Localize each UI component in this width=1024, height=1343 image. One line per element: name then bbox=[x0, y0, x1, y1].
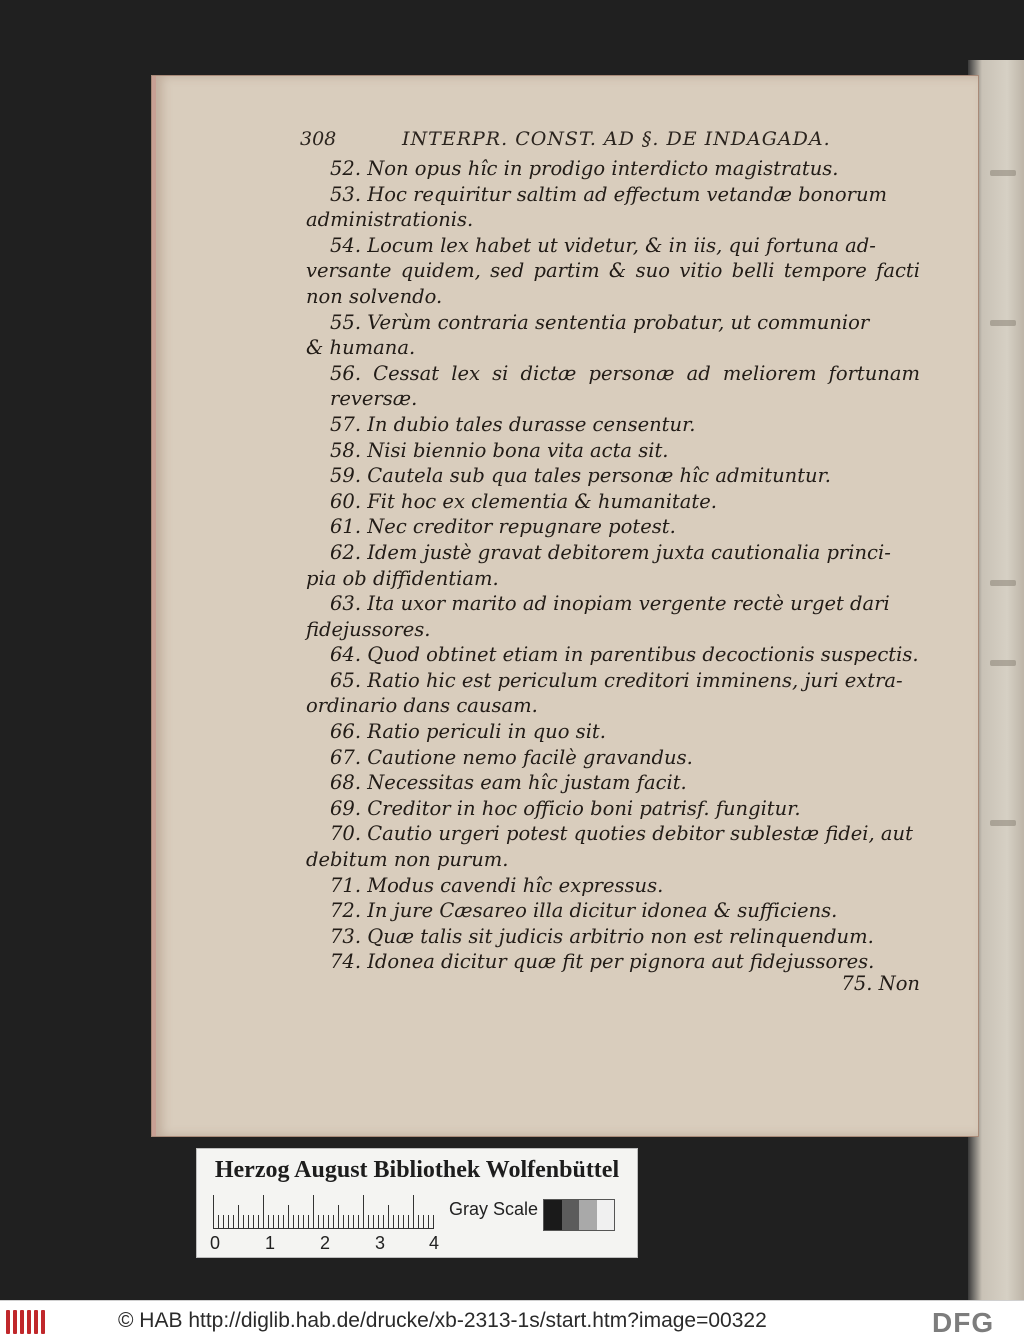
numbered-paragraph bbox=[306, 182, 920, 233]
ruler-tick bbox=[263, 1195, 264, 1229]
gray-swatch bbox=[579, 1200, 597, 1230]
numbered-paragraph bbox=[306, 642, 920, 668]
ruler-tick bbox=[238, 1205, 239, 1229]
adjacent-page-mark bbox=[990, 170, 1016, 176]
numbered-paragraph bbox=[306, 361, 920, 412]
ruler-number: 0 bbox=[210, 1233, 221, 1253]
running-head bbox=[300, 128, 860, 156]
ruler-tick bbox=[258, 1215, 259, 1229]
numbered-paragraph bbox=[306, 873, 920, 899]
paragraph-continuation: & humana. bbox=[306, 336, 416, 360]
ruler-tick bbox=[338, 1205, 339, 1229]
copyright-url[interactable]: © HAB http://diglib.hab.de/drucke/xb-2313-1s/start.htm?image=00322 bbox=[118, 1309, 767, 1332]
ruler-tick bbox=[388, 1205, 389, 1229]
paragraph-first-line: 56. Cessat lex si dictæ personæ ad meliorem fortunam reversæ. bbox=[330, 361, 920, 411]
ruler-tick bbox=[233, 1215, 234, 1229]
paragraph-first-line: 68. Necessitas eam hîc justam facit. bbox=[330, 771, 687, 795]
ruler-tick bbox=[283, 1215, 284, 1229]
ruler-number: 4 bbox=[429, 1233, 440, 1253]
ruler-tick bbox=[278, 1215, 279, 1229]
ruler-tick bbox=[223, 1215, 224, 1229]
numbered-paragraph bbox=[306, 796, 920, 822]
gray-swatch bbox=[562, 1200, 580, 1230]
ruler-tick bbox=[288, 1205, 289, 1229]
paragraph-first-line: 69. Creditor in hoc officio boni patrisf. fungitur. bbox=[330, 796, 801, 820]
ruler-tick bbox=[393, 1215, 394, 1229]
ruler-tick bbox=[213, 1195, 214, 1229]
ruler-tick bbox=[248, 1215, 249, 1229]
ruler-tick bbox=[343, 1215, 344, 1229]
ruler-number: 1 bbox=[265, 1233, 276, 1253]
numbered-paragraph bbox=[306, 591, 920, 642]
paragraph-first-line: 54. Locum lex habet ut videtur, & in iis, qui fortuna ad- bbox=[330, 233, 876, 257]
measurement-ruler bbox=[213, 1195, 437, 1229]
ruler-number: 3 bbox=[375, 1233, 386, 1253]
ruler-tick bbox=[348, 1215, 349, 1229]
ruler-tick bbox=[383, 1215, 384, 1229]
dfg-logo: DFG bbox=[932, 1307, 995, 1338]
paragraph-continuation: ordinario dans causam. bbox=[306, 694, 538, 718]
ruler-tick bbox=[408, 1215, 409, 1229]
numbered-paragraph bbox=[306, 770, 920, 796]
paragraph-continuation: fidejussores. bbox=[306, 617, 431, 641]
paragraph-first-line: 71. Modus cavendi hîc expressus. bbox=[330, 873, 664, 897]
ruler-tick bbox=[413, 1195, 414, 1229]
running-head-title: INTERPR. CONST. AD §. DE INDAGADA. bbox=[402, 128, 831, 150]
paragraph-continuation: versante quidem, sed partim & suo vitio belli tempore facti non solvendo. bbox=[306, 259, 920, 308]
paragraph-continuation: pia ob diffidentiam. bbox=[306, 566, 499, 590]
ruler-tick bbox=[363, 1195, 364, 1229]
ruler-tick bbox=[273, 1215, 274, 1229]
numbered-paragraph bbox=[306, 924, 920, 950]
text-body bbox=[306, 156, 920, 975]
ruler-tick bbox=[218, 1215, 219, 1229]
ruler-tick bbox=[253, 1215, 254, 1229]
paragraph-first-line: 72. In jure Cæsareo illa dicitur idonea & sufficiens. bbox=[330, 899, 838, 923]
ruler-tick bbox=[268, 1215, 269, 1229]
ruler-tick bbox=[403, 1215, 404, 1229]
paragraph-first-line: 58. Nisi biennio bona vita acta sit. bbox=[330, 438, 669, 462]
gray-swatch bbox=[597, 1200, 615, 1230]
paragraph-first-line: 64. Quod obtinet etiam in parentibus decoctionis suspectis. bbox=[330, 643, 919, 667]
numbered-paragraph bbox=[306, 233, 920, 310]
library-logo-icon bbox=[4, 1308, 48, 1336]
paragraph-first-line: 53. Hoc requiritur saltim ad effectum vetandæ bonorum bbox=[330, 182, 888, 206]
ruler-number: 2 bbox=[320, 1233, 331, 1253]
numbered-paragraph bbox=[306, 514, 920, 540]
paragraph-first-line: 52. Non opus hîc in prodigo interdicto magistratus. bbox=[330, 157, 839, 180]
paragraph-first-line: 67. Cautione nemo facilè gravandus. bbox=[330, 745, 693, 769]
ruler-tick bbox=[373, 1215, 374, 1229]
adjacent-page-mark bbox=[990, 320, 1016, 326]
paragraph-first-line: 59. Cautela sub qua tales personæ hîc admituntur. bbox=[330, 464, 831, 488]
gray-scale-label: Gray Scale bbox=[449, 1199, 539, 1219]
paragraph-first-line: 62. Idem justè gravat debitorem juxta cautionalia princi- bbox=[330, 540, 891, 564]
adjacent-page-mark bbox=[990, 580, 1016, 586]
paragraph-first-line: 57. In dubio tales durasse censentur. bbox=[330, 412, 696, 436]
ruler-tick bbox=[428, 1215, 429, 1229]
paragraph-continuation: administrationis. bbox=[306, 208, 474, 232]
numbered-paragraph bbox=[306, 540, 920, 591]
gray-scale-swatches bbox=[543, 1199, 615, 1231]
paragraph-first-line: 55. Verùm contraria sententia probatur, ut communior bbox=[330, 310, 870, 334]
numbered-paragraph bbox=[306, 745, 920, 771]
ruler-tick bbox=[398, 1215, 399, 1229]
numbered-paragraph bbox=[306, 463, 920, 489]
ruler-tick bbox=[353, 1215, 354, 1229]
ruler-tick bbox=[298, 1215, 299, 1229]
ruler-tick bbox=[243, 1215, 244, 1229]
footer-bar bbox=[0, 1300, 1024, 1343]
ruler-tick bbox=[228, 1215, 229, 1229]
ruler-tick bbox=[313, 1195, 314, 1229]
paragraph-continuation: debitum non purum. bbox=[306, 848, 509, 872]
adjacent-page-mark bbox=[990, 820, 1016, 826]
card-title: Herzog August Bibliothek Wolfenbüttel bbox=[214, 1157, 620, 1183]
ruler-tick bbox=[368, 1215, 369, 1229]
ruler-tick bbox=[433, 1215, 434, 1229]
ruler-tick bbox=[378, 1215, 379, 1229]
ruler-tick bbox=[333, 1215, 334, 1229]
ruler-tick bbox=[418, 1215, 419, 1229]
ruler-tick bbox=[328, 1215, 329, 1229]
numbered-paragraph bbox=[306, 489, 920, 515]
paragraph-first-line: 65. Ratio hic est periculum creditori imminens, juri extra- bbox=[330, 668, 903, 692]
numbered-paragraph bbox=[306, 668, 920, 719]
paragraph-first-line: 70. Cautio urgeri potest quoties debitor sublestæ fidei, aut bbox=[330, 822, 913, 846]
ruler-tick bbox=[423, 1215, 424, 1229]
paragraph-first-line: 66. Ratio periculi in quo sit. bbox=[330, 720, 606, 744]
adjacent-page-mark bbox=[990, 660, 1016, 666]
ruler-tick bbox=[318, 1215, 319, 1229]
ruler-tick bbox=[308, 1215, 309, 1229]
numbered-paragraph bbox=[306, 438, 920, 464]
gray-swatch bbox=[544, 1200, 562, 1230]
numbered-paragraph bbox=[306, 156, 920, 182]
ruler-tick bbox=[358, 1215, 359, 1229]
paragraph-first-line: 73. Quæ talis sit judicis arbitrio non est relinquendum. bbox=[330, 924, 874, 948]
paragraph-first-line: 63. Ita uxor marito ad inopiam vergente rectè urget dari bbox=[330, 592, 890, 616]
numbered-paragraph bbox=[306, 898, 920, 924]
catchword: 75. Non bbox=[841, 972, 920, 995]
library-color-card bbox=[196, 1148, 638, 1258]
ruler-tick bbox=[323, 1215, 324, 1229]
page-number: 308 bbox=[300, 128, 337, 150]
numbered-paragraph bbox=[306, 412, 920, 438]
paragraph-first-line: 61. Nec creditor repugnare potest. bbox=[330, 515, 676, 539]
numbered-paragraph bbox=[306, 310, 920, 361]
ruler-tick bbox=[303, 1215, 304, 1229]
numbered-paragraph bbox=[306, 719, 920, 745]
numbered-paragraph bbox=[306, 821, 920, 872]
ruler-tick bbox=[293, 1215, 294, 1229]
paragraph-first-line: 60. Fit hoc ex clementia & humanitate. bbox=[330, 489, 717, 513]
paragraph-first-line: 74. Idonea dicitur quæ fit per pignora aut fidejussores. bbox=[330, 950, 875, 974]
